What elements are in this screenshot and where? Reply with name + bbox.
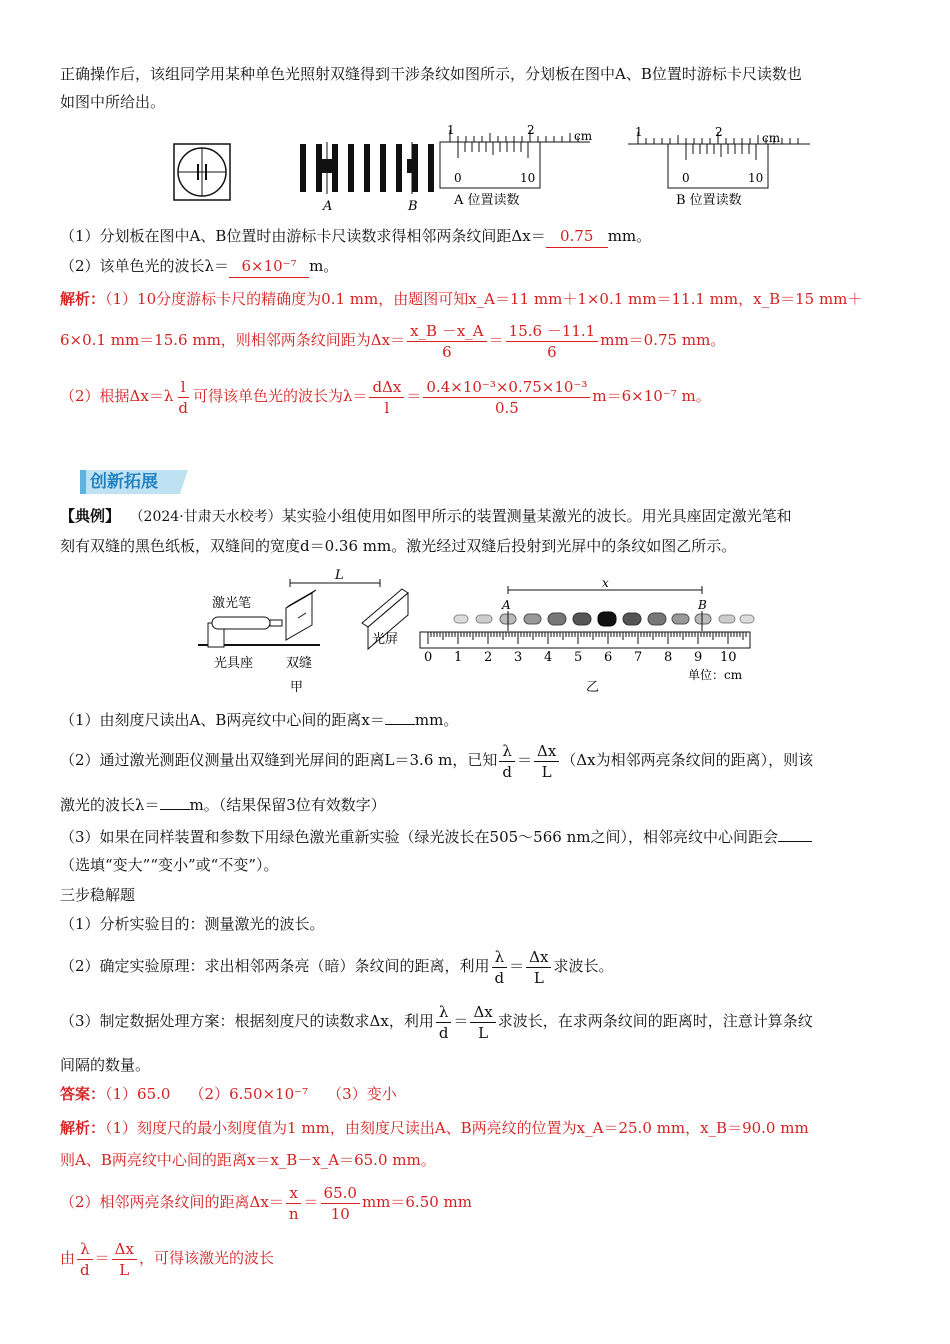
caliper-B-tick-1: 1 (635, 125, 643, 139)
frac-lambda-a2: λ (77, 1239, 93, 1260)
fringe-pattern (300, 142, 435, 194)
frac-d-dx: dΔx (369, 377, 404, 398)
fringe-label-B: B (408, 199, 418, 214)
example-q3-line-2: （选填“变大”“变小”或“不变”）。 (60, 856, 279, 874)
scale-10: 10 (720, 650, 737, 665)
frac-lambda-s3: λ (436, 1002, 452, 1023)
answer-1: （1）65.0 (105, 1085, 171, 1103)
caliper-A-unit: cm (574, 129, 593, 143)
label-L: L (335, 568, 344, 583)
analysis-1-result-2: m＝6×10⁻⁷ m。 (592, 387, 711, 405)
frac-d-a2: d (80, 1260, 90, 1279)
fringe-label-A: A (323, 199, 333, 214)
frac-lambda-s2: λ (492, 947, 508, 968)
analysis-1-label: 解析： (60, 290, 106, 308)
frac-values: 0.4×10⁻³×0.75×10⁻³ (423, 377, 590, 398)
figure-1-fringes-calipers (170, 122, 810, 214)
caliper-B (628, 125, 810, 208)
analysis-1-text-1: （1）10分度游标卡尺的精确度为0.1 mm，由题图可知x_A＝11 mm＋1×0.1 mm＝11.1 mm，x_B＝15 mm＋ (105, 290, 863, 308)
caliper-A-vernier-0: 0 (454, 171, 462, 185)
q2-prefix: （2）该单色光的波长λ＝ (60, 257, 230, 275)
step-3-post: 求波长，在求两条纹间的距离时，注意计算条纹 (497, 1012, 813, 1030)
example-text-1: 某实验小组使用如图甲所示的装置测量某激光的波长。用光具座固定激光笔和 (281, 507, 792, 525)
answer-line (60, 1083, 397, 1105)
example-source: （2024·甘肃天水校考） (129, 509, 282, 525)
steps-title: 三步稳解题 (60, 886, 136, 904)
label-B: B (698, 598, 707, 612)
scale-0: 0 (424, 650, 433, 665)
analysis-1-line-3: （2）根据Δx＝λ $\frac{l}{d}$ 可得该单色光的波长为λ＝ $\frac{\text{dΔx}}{l}$ ＝ $\frac{\text{0.4×10⁻³×0.75×10⁻³}}{0.5}$ m＝6×10⁻⁷ m。 (60, 377, 711, 417)
frac-10: 10 (330, 1204, 350, 1223)
scale-6: 6 (604, 650, 613, 665)
frac-xb-xa: x_B －x_A (407, 321, 487, 342)
apparatus-jia (198, 568, 408, 695)
frac-dx-a2: Δx (112, 1239, 137, 1260)
example-line-2: 刻有双缝的黑色纸板，双缝间的宽度d＝0.36 mm。激光经过双缝后投射到光屏中的条纹如图乙所示。 (60, 537, 737, 555)
answer-label: 答案： (60, 1085, 106, 1103)
frac-lambda: λ (499, 741, 515, 762)
frac-l: l (178, 377, 189, 398)
ex-q2-line2-pre: 激光的波长λ＝ (60, 796, 160, 814)
frac-x: x (286, 1183, 300, 1204)
frac-d-s3: d (438, 1023, 449, 1042)
label-screen: 光屏 (372, 632, 399, 647)
analysis-2-text-5: ，可得该激光的波长 (138, 1249, 274, 1267)
q1-answer: 0.75 (546, 225, 608, 248)
frac-L-a2: L (119, 1260, 130, 1279)
figure-2-apparatus (190, 563, 760, 698)
caliper-A-vernier-10: 10 (520, 171, 536, 185)
ex-q1-blank (385, 724, 415, 725)
question-2 (60, 255, 338, 278)
scale-1: 1 (454, 650, 463, 665)
example-tag: 【典例】 (60, 507, 121, 525)
example-q1 (60, 709, 458, 731)
frac-d-s2: d (494, 968, 505, 987)
label-slits: 双缝 (286, 656, 313, 671)
frac-numbers: 15.6 －11.1 (506, 321, 599, 342)
label-bench: 光具座 (214, 656, 254, 671)
scale-5: 5 (574, 650, 583, 665)
section-title: 创新拓展 (90, 472, 158, 492)
analysis-2-line-2: 则A、B两亮纹中心间的距离x＝x_B－x_A＝65.0 mm。 (60, 1151, 436, 1169)
step-3: （3）制定数据处理方案：根据刻度尺的读数求Δx，利用 $\frac{\lambda}{d}$ ＝ $\frac{\Delta x}{L}$ 求波长，在求两条纹间的距离时，注意计算条纹 (60, 1002, 813, 1042)
frac-dx-s3: Δx (470, 1002, 495, 1023)
frac-d: d (178, 398, 188, 417)
example-q3 (60, 826, 812, 848)
frac-L-s2: L (533, 968, 544, 987)
ex-q3-blank (778, 841, 812, 842)
analysis-2-text-1: （1）刻度尺的最小刻度值为1 mm，由刻度尺读出A、B两亮纹的位置为x_A＝25.0 mm，x_B＝90.0 mm (105, 1119, 809, 1137)
ex-q2-blank (160, 809, 190, 810)
frac-dx-s2: Δx (526, 947, 551, 968)
frac-L-s3: L (478, 1023, 489, 1042)
scale-8: 8 (664, 650, 673, 665)
example-q2-line-2 (60, 794, 386, 816)
step-2-post: 求波长。 (553, 957, 614, 975)
q1-prefix: （1）分划板在图中A、B位置时由游标卡尺读数求得相邻两条纹间距Δx＝ (60, 227, 546, 245)
ex-q1-post: mm。 (414, 711, 459, 729)
caliper-B-vernier-0: 0 (682, 171, 690, 185)
q1-suffix: mm。 (607, 227, 652, 245)
analysis-2-line-3: （2）相邻两亮条纹间的距离Δx＝ $\frac{x}{n}$ ＝ $\frac{65.0}{10}$ mm＝6.50 mm (60, 1183, 472, 1223)
caliper-B-unit: cm (762, 131, 781, 145)
caption-yi: 乙 (586, 680, 600, 695)
answer-2: （2）6.50×10⁻⁷ (189, 1085, 309, 1103)
ex-q2-pre: （2）通过激光测距仪测量出双缝到光屏间的距离L＝3.6 m，已知 (60, 751, 498, 769)
ex-q2-line2-post: m。（结果保留3位有效数字） (189, 796, 386, 814)
frac-6b: 6 (547, 342, 557, 361)
analysis-2-line-4: 由 $\frac{\lambda}{d}$ ＝ $\frac{\Delta x}{L}$ ，可得该激光的波长 (60, 1239, 274, 1279)
frac-6: 6 (442, 342, 452, 361)
frac-L: L (541, 762, 552, 781)
frac-d-q2: d (502, 762, 512, 781)
scale-2: 2 (484, 650, 493, 665)
analysis-1-line-1 (60, 288, 862, 310)
step-2: （2）确定实验原理：求出相邻两条亮（暗）条纹间的距离，利用 $\frac{\lambda}{d}$ ＝ $\frac{\Delta x}{L}$ 求波长。 (60, 947, 614, 987)
q2-answer: 6×10⁻⁷ (229, 255, 309, 278)
frac-65: 65.0 (321, 1183, 360, 1204)
analysis-1-text-4: 可得该单色光的波长为λ＝ (192, 387, 368, 405)
analysis-1-line-2: 6×0.1 mm＝15.6 mm，则相邻两条纹间距为Δx＝ $\frac{x\_B -x\_A}{6}$ ＝ $\frac{15.6 -11.1}{6}$ mm＝0.75 mm。 (60, 321, 726, 361)
scale-4: 4 (544, 650, 553, 665)
label-A: A (502, 598, 511, 612)
scale-9: 9 (694, 650, 703, 665)
intro-line-2: 如图中所给出。 (60, 93, 166, 111)
caliper-A-tick-2: 2 (527, 123, 535, 137)
caliper-B-vernier-10: 10 (748, 171, 764, 185)
caliper-B-tick-2: 2 (715, 125, 723, 139)
step-2-pre: （2）确定实验原理：求出相邻两条亮（暗）条纹间的距离，利用 (60, 957, 490, 975)
example-q2: （2）通过激光测距仪测量出双缝到光屏间的距离L＝3.6 m，已知 $\frac{\lambda}{d}$ ＝ $\frac{\Delta x}{L}$ （Δx为相邻两亮条纹间的距离），则该 (60, 741, 814, 781)
analysis-2-text-4: 由 (60, 1249, 76, 1267)
frac-dx: Δx (534, 741, 559, 762)
caliper-A (440, 123, 593, 208)
step-3-pre: （3）制定数据处理方案：根据刻度尺的读数求Δx，利用 (60, 1012, 434, 1030)
scale-7: 7 (634, 650, 643, 665)
frac-n: n (288, 1204, 299, 1223)
label-x: x (602, 576, 609, 590)
label-unit: 单位：cm (688, 668, 743, 682)
intro-line-1: 正确操作后，该组同学用某种单色光照射双缝得到干涉条纹如图所示，分划板在图中A、B位置时游标卡尺读数也 (60, 65, 802, 83)
caliper-B-caption: B 位置读数 (676, 193, 742, 208)
analysis-1-result: mm＝0.75 mm。 (600, 331, 726, 349)
q2-suffix: m。 (309, 257, 339, 275)
analysis-2-text-3: （2）相邻两亮条纹间的距离Δx＝ (60, 1193, 284, 1211)
caliper-A-caption: A 位置读数 (454, 193, 520, 208)
caption-jia: 甲 (290, 680, 304, 695)
analysis-1-text-3: （2）根据Δx＝λ (60, 387, 174, 405)
label-laser-pen: 激光笔 (212, 596, 252, 611)
step-3-line-2: 间隔的数量。 (60, 1056, 151, 1074)
analysis-1-text-2: 6×0.1 mm＝15.6 mm，则相邻两条纹间距为Δx＝ (60, 331, 406, 349)
question-1 (60, 225, 651, 248)
scale-3: 3 (514, 650, 523, 665)
ex-q1-pre: （1）由刻度尺读出A、B两亮纹中心间的距离x＝ (60, 711, 385, 729)
step-1: （1）分析实验目的：测量激光的波长。 (60, 915, 325, 933)
ex-q2-post: （Δx为相邻两亮条纹间的距离），则该 (561, 751, 814, 769)
analysis-2-label: 解析： (60, 1119, 106, 1137)
caliper-A-tick-1: 1 (447, 123, 455, 137)
answer-3: （3）变小 (327, 1085, 397, 1103)
ex-q3-line1: （3）如果在同样装置和参数下用绿色激光重新实验（绿光波长在505～566 nm之间），相邻亮纹中心间距会 (60, 828, 778, 846)
fringes-yi (420, 576, 754, 695)
frac-l2: l (384, 398, 390, 417)
analysis-2-result: mm＝6.50 mm (361, 1193, 472, 1211)
analysis-2-line-1 (60, 1117, 809, 1139)
reticle-icon (174, 144, 230, 200)
frac-0-5: 0.5 (494, 398, 519, 417)
example-line-1 (60, 505, 792, 528)
